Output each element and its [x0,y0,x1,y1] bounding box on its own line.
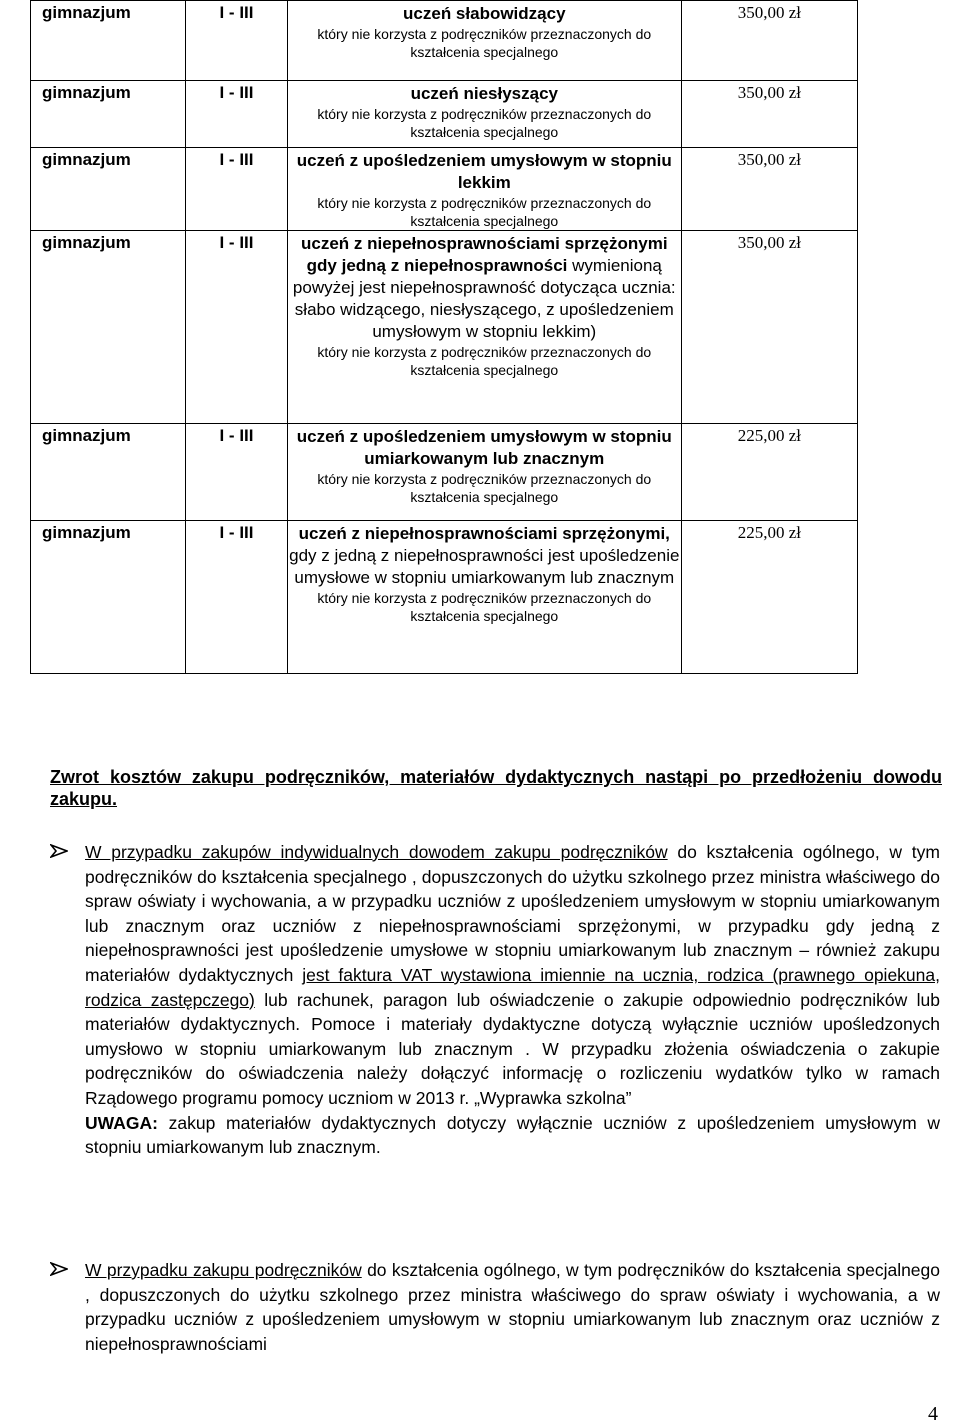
student-category-cell [287,424,681,521]
allowance-amount: 350,00 zł [737,83,801,102]
underlined-phrase: W przypadku zakupu podręczników [85,1260,362,1280]
school-level: gimnazjum [42,150,131,169]
warning-text: zakup materiałów dydaktycznych dotyczy wyłącznie uczniów z upośledzeniem umysłowym w stopniu umiarkowanym lub znacznym. [85,1112,940,1158]
bullet-paragraph [85,1258,940,1356]
student-category-title: uczeń niesłyszący [410,84,558,103]
student-category-title: uczeń z niepełnosprawnościami sprzężonymi gdy jedną z niepełnosprawności [301,234,668,275]
underlined-phrase: jest faktura VAT wystawiona imiennie na ucznia, rodzica (prawnego opiekuna, rodzica zastępczego) [85,964,940,1010]
allowance-amount: 225,00 zł [737,426,801,445]
student-category-title: uczeń słabowidzący [403,4,566,23]
school-level: gimnazjum [42,523,131,542]
student-category-cell [287,231,681,424]
bullet-paragraph [85,840,940,1160]
school-level-cell [31,424,186,521]
school-level: gimnazjum [42,83,131,102]
allowance-amount: 350,00 zł [737,3,801,22]
student-category-details: gdy z jedną z niepełnosprawności jest upośledzenie umysłowe w stopniu umiarkowanym lub znacznym [289,546,680,587]
class-range-cell [186,521,288,674]
student-category-title: uczeń z upośledzeniem umysłowym w stopniu lekkim [296,151,672,192]
amount-cell [681,81,857,148]
paragraph-text: lub rachunek, paragon lub oświadczenie o zakupie odpowiednio podręczników lub materiałów dydaktycznych. Pomoce i materiały dydaktyczne dotyczą wyłącznie uczniów upośledzonych umysłowo w stopniu umiarkowanym lub znacznym . W przypadku złożenia oświadczenia o zakupie podręczników do oświadczenia należy dołączyć informację o rozliczeniu wydatków tylko w ramach Rządowego programu pomocy uczniom w 2013 r. „Wyprawka szkolna” [85,989,940,1108]
amount-cell [681,231,857,424]
table-row [31,424,858,521]
amount-cell [681,521,857,674]
table-row [31,148,858,231]
school-level-cell [31,1,186,81]
student-category-note: który nie korzysta z podręczników przeznaczonych do kształcenia specjalnego [317,344,652,378]
school-level: gimnazjum [42,3,131,22]
student-category-details: wymienioną powyżej jest niepełnosprawność dotycząca ucznia: słabo widzącego, niesłyszącego, z upośledzeniem umysłowym w stopniu lekkim) [292,256,676,341]
allowance-amount: 350,00 zł [737,233,801,252]
class-range: I - III [219,150,254,169]
table-row [31,81,858,148]
class-range: I - III [219,426,254,445]
warning-label: UWAGA: [85,1112,158,1133]
student-category-cell [287,148,681,231]
page-number: 4 [928,1403,938,1425]
class-range: I - III [219,523,254,542]
table-row [31,1,858,81]
table-row [31,521,858,674]
student-category-cell [287,1,681,81]
amount-cell [681,148,857,231]
class-range: I - III [219,233,254,252]
amount-cell [681,1,857,81]
student-category-note: który nie korzysta z podręczników przeznaczonych do kształcenia specjalnego [317,26,652,60]
school-level: gimnazjum [42,426,131,445]
class-range-cell [186,81,288,148]
refund-notice: Zwrot kosztów zakupu podręczników, materiałów dydaktycznych nastąpi po przedłożeniu dowodu zakupu. [50,767,942,809]
school-level-cell [31,81,186,148]
student-category-note: który nie korzysta z podręczników przeznaczonych do kształcenia specjalnego [317,471,652,505]
allowance-amount: 225,00 zł [737,523,801,542]
class-range: I - III [219,3,254,22]
class-range: I - III [219,83,254,102]
school-level-cell [31,231,186,424]
student-category-cell [287,521,681,674]
student-category-note: który nie korzysta z podręczników przeznaczonych do kształcenia specjalnego [317,195,652,229]
class-range-cell [186,231,288,424]
paragraph-text: do kształcenia ogólnego, w tym podręczników do kształcenia specjalnego , dopuszczonych do użytku szkolnego przez ministra właściwego do spraw oświaty i wychowania, a w przypadku uczniów z upośledzeniem umysłowym w stopniu umiarkowanym lub znacznym oraz uczniów z niepełnosprawnościami sprzężonymi, w przypadku gdy jedną z niepełnosprawności jest upośledzenie umysłowe w stopniu umiarkowanym lub znacznym – również zakupu materiałów dydaktycznych [85,842,940,985]
student-category-note: który nie korzysta z podręczników przeznaczonych do kształcenia specjalnego [317,590,652,624]
class-range-cell [186,424,288,521]
amount-cell [681,424,857,521]
school-level: gimnazjum [42,233,131,252]
allowance-amount: 350,00 zł [737,150,801,169]
paragraph-text: do kształcenia ogólnego, w tym podręczników do kształcenia specjalnego , dopuszczonych do użytku szkolnego przez ministra właściwego do spraw oświaty i wychowania, a w przypadku uczniów z upośledzeniem umysłowym w stopniu umiarkowanym lub znacznym oraz uczniów z niepełnosprawnościami [85,1260,941,1354]
student-category-title: uczeń z niepełnosprawnościami sprzężonymi, [298,524,670,543]
school-level-cell [31,521,186,674]
arrow-bullet-icon [50,1262,68,1276]
class-range-cell [186,148,288,231]
underlined-phrase: W przypadku zakupów indywidualnych dowodem zakupu podręczników [85,842,668,862]
student-category-cell [287,81,681,148]
allowance-table [30,0,858,674]
table-row [31,231,858,424]
class-range-cell [186,1,288,81]
school-level-cell [31,148,186,231]
student-category-title: uczeń z upośledzeniem umysłowym w stopniu umiarkowanym lub znacznym [296,427,672,468]
arrow-bullet-icon [50,844,68,858]
student-category-note: który nie korzysta z podręczników przeznaczonych do kształcenia specjalnego [317,106,652,140]
